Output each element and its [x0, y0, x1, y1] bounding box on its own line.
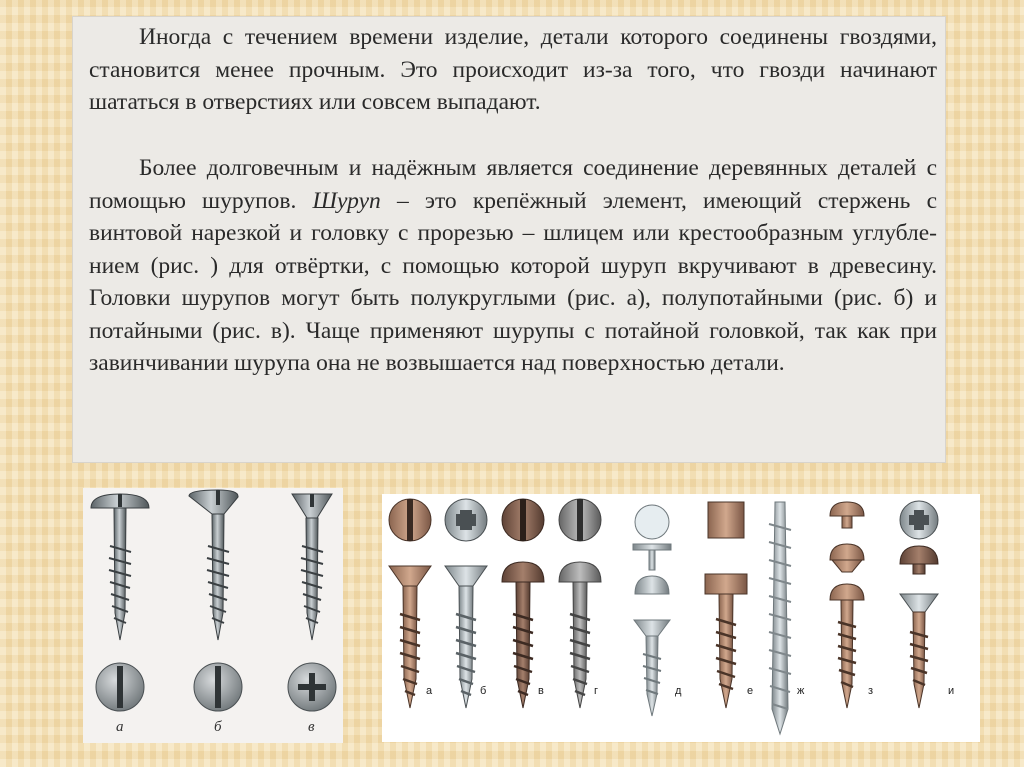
label-i: и — [948, 685, 955, 697]
term-screw: Шуруп — [312, 187, 381, 214]
round-head-screw-icon — [91, 494, 149, 711]
screw-types-drawing — [382, 494, 980, 742]
screw-z-icon — [830, 502, 864, 708]
label-a: а — [426, 685, 433, 697]
countersunk-screw-icon — [288, 494, 336, 711]
screw-zh-icon — [769, 502, 791, 734]
label-d: д — [675, 685, 682, 697]
paragraph-2 — [89, 152, 937, 380]
paragraph-2-part-2: – это крепёжный элемент, имеющий стержень с винтовой нарезкой и головку с прорезью – шлицем или крестообразным углублением (рис. ) для отвёртки, с помощью которой шуруп вкручивают в древесину. Головки шурупов могут быть полукруглыми (рис. а), полупотайными (рис. б) и потайными (рис. в). Чаще применяют шурупы с потайной головкой, так как при завинчивании шурупа она не возвышается над поверхностью детали. — [89, 187, 937, 376]
paragraph-1: Иногда с течением времени изделие, детали которого соединены гвоздями, становится менее прочным. Это происходит из-за того, что гвозди начинают шататься в отверстиях или совсем выпадают. — [89, 24, 937, 115]
screw-i-icon — [900, 501, 938, 708]
screw-head-types-drawing — [83, 488, 343, 743]
label-g: г — [594, 685, 599, 697]
label-z: з — [868, 685, 874, 697]
screw-a-icon — [389, 566, 431, 708]
slotted-head-icon — [502, 499, 544, 541]
label-a: а — [116, 719, 124, 735]
slotted-head-icon — [559, 499, 601, 541]
text-panel — [73, 17, 945, 462]
label-b: б — [480, 685, 487, 697]
label-v: в — [308, 719, 315, 735]
label-v: в — [538, 685, 544, 697]
slotted-head-icon — [389, 499, 431, 541]
label-e: е — [747, 685, 754, 697]
screw-d-icon — [633, 505, 671, 716]
label-b: б — [214, 719, 222, 735]
screw-head-types-figure — [83, 488, 343, 743]
paragraph-2-part-1: Более долговечным и надёжным является соединение деревянных деталей с помощью шурупов. — [89, 155, 937, 214]
label-zh: ж — [797, 685, 805, 697]
screw-e-icon — [705, 502, 747, 708]
semi-countersunk-screw-icon — [189, 490, 242, 711]
cross-head-icon — [445, 499, 487, 541]
screw-types-figure — [382, 494, 980, 742]
